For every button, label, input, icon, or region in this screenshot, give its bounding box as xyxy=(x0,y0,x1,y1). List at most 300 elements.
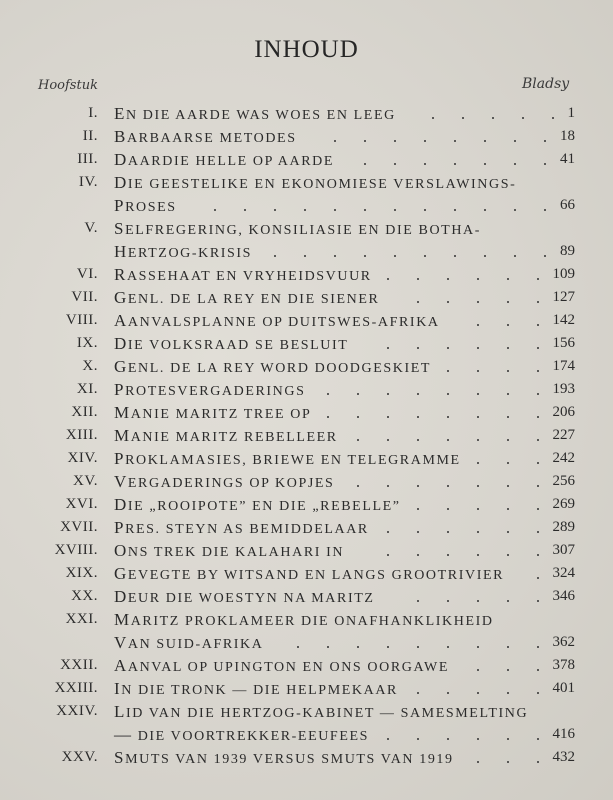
chapter-title: AANVALSPLANNE OP DUITSWES-AFRIKA xyxy=(114,311,440,330)
chapter-number: VIII. xyxy=(65,312,98,328)
leader-dot xyxy=(537,554,539,556)
leader-dot xyxy=(387,416,389,418)
leader-dot xyxy=(394,209,396,211)
leader-dot xyxy=(514,163,516,165)
leader-dots xyxy=(0,309,613,332)
chapter-number: V. xyxy=(84,220,98,236)
leader-dot xyxy=(334,140,336,142)
leader-dot xyxy=(484,209,486,211)
toc-entry-line xyxy=(0,424,613,447)
page-number: 1 xyxy=(567,105,575,121)
leader-dot xyxy=(477,738,479,740)
chapter-title: HERTZOG-KRISIS xyxy=(114,242,253,261)
leader-dot xyxy=(507,761,509,763)
leader-dot xyxy=(537,692,539,694)
chapter-title: DIE VOLKSRAAD SE BESLUIT xyxy=(114,334,349,353)
leader-dots xyxy=(0,332,613,355)
toc-entry-line xyxy=(0,723,613,746)
leader-dot xyxy=(537,324,539,326)
leader-dot xyxy=(417,393,419,395)
leader-dots xyxy=(0,654,613,677)
leader-dot xyxy=(507,738,509,740)
leader-dots xyxy=(0,723,613,746)
chapter-title: GEVEGTE BY WITSAND EN LANGS GROOTRIVIER xyxy=(114,564,505,583)
leader-dot xyxy=(477,508,479,510)
leader-dot xyxy=(537,393,539,395)
leader-dot xyxy=(394,163,396,165)
toc-entry xyxy=(0,355,613,378)
leader-dot xyxy=(537,669,539,671)
leader-dot xyxy=(537,738,539,740)
leader-dot xyxy=(364,163,366,165)
leader-dot xyxy=(447,347,449,349)
chapter-number: XXV. xyxy=(61,749,98,765)
toc-entry-line xyxy=(0,102,613,125)
leader-dots xyxy=(0,424,613,447)
leader-dot xyxy=(477,439,479,441)
leader-dot xyxy=(544,140,546,142)
page-number: 416 xyxy=(552,726,575,742)
leader-dots xyxy=(0,125,613,148)
page-number: 242 xyxy=(552,450,575,466)
chapter-number: XXIII. xyxy=(54,680,98,696)
leader-dot xyxy=(454,163,456,165)
toc-entry-line xyxy=(0,378,613,401)
leader-dot xyxy=(334,209,336,211)
leader-dot xyxy=(387,393,389,395)
leader-dots xyxy=(0,493,613,516)
toc-entry-line xyxy=(0,608,613,631)
page-column-header: Bladsy xyxy=(522,76,570,92)
chapter-number: I. xyxy=(88,105,98,121)
toc-entry xyxy=(0,654,613,677)
leader-dot xyxy=(544,255,546,257)
toc-entry-line xyxy=(0,355,613,378)
leader-dot xyxy=(447,554,449,556)
leader-dot xyxy=(417,646,419,648)
leader-dot xyxy=(394,140,396,142)
leader-dot xyxy=(387,485,389,487)
chapter-title: PROSES xyxy=(114,196,177,215)
leader-dot xyxy=(357,393,359,395)
chapter-title: MANIE MARITZ REBELLEER xyxy=(114,426,338,445)
page-number: 174 xyxy=(552,358,575,374)
toc-entry xyxy=(0,562,613,585)
chapter-number: XVI. xyxy=(65,496,98,512)
leader-dot xyxy=(297,646,299,648)
toc-entry xyxy=(0,125,613,148)
leader-dot xyxy=(507,692,509,694)
leader-dot xyxy=(357,439,359,441)
leader-dot xyxy=(507,600,509,602)
chapter-number: XII. xyxy=(71,404,98,420)
chapter-title: VERGADERINGS OP KOPJES xyxy=(114,472,335,491)
chapter-title: MARITZ PROKLAMEER DIE ONAFHANKLIKHEID xyxy=(114,610,494,629)
toc-entry xyxy=(0,516,613,539)
leader-dot xyxy=(537,370,539,372)
toc-entry-line xyxy=(0,263,613,286)
leader-dot xyxy=(424,209,426,211)
page-number: 227 xyxy=(552,427,575,443)
leader-dot xyxy=(417,508,419,510)
leader-dot xyxy=(507,462,509,464)
leader-dot xyxy=(304,255,306,257)
chapter-number: XIII. xyxy=(65,427,98,443)
leader-dot xyxy=(477,531,479,533)
toc-entry-line xyxy=(0,562,613,585)
leader-dot xyxy=(447,393,449,395)
leader-dot xyxy=(477,278,479,280)
toc-entry xyxy=(0,493,613,516)
leader-dots xyxy=(0,585,613,608)
leader-dot xyxy=(417,416,419,418)
leader-dot xyxy=(507,370,509,372)
leader-dot xyxy=(327,393,329,395)
chapter-number: XIV. xyxy=(67,450,98,466)
leader-dot xyxy=(484,255,486,257)
leader-dot xyxy=(507,439,509,441)
leader-dot xyxy=(477,393,479,395)
toc-entry xyxy=(0,585,613,608)
toc-entry-line xyxy=(0,493,613,516)
leader-dot xyxy=(447,370,449,372)
toc-entry-line xyxy=(0,677,613,700)
leader-dots xyxy=(0,562,613,585)
chapter-title: BARBAARSE METODES xyxy=(114,127,297,146)
leader-dot xyxy=(417,347,419,349)
toc-entry xyxy=(0,470,613,493)
chapter-title: SMUTS VAN 1939 VERSUS SMUTS VAN 1919 xyxy=(114,748,454,767)
leader-dot xyxy=(447,531,449,533)
toc-entry-line xyxy=(0,447,613,470)
leader-dot xyxy=(334,255,336,257)
leader-dot xyxy=(387,554,389,556)
leader-dot xyxy=(477,301,479,303)
leader-dot xyxy=(417,692,419,694)
leader-dot xyxy=(477,554,479,556)
leader-dot xyxy=(387,439,389,441)
chapter-title: AANVAL OP UPINGTON EN ONS OORGAWE xyxy=(114,656,450,675)
leader-dot xyxy=(507,485,509,487)
leader-dot xyxy=(214,209,216,211)
chapter-title: PROKLAMASIES, BRIEWE EN TELEGRAMME xyxy=(114,449,461,468)
leader-dot xyxy=(514,255,516,257)
leader-dot xyxy=(417,301,419,303)
toc-entry xyxy=(0,263,613,286)
leader-dot xyxy=(477,370,479,372)
leader-dot xyxy=(537,347,539,349)
leader-dot xyxy=(447,416,449,418)
leader-dot xyxy=(507,554,509,556)
leader-dot xyxy=(537,439,539,441)
toc-entry xyxy=(0,700,613,746)
leader-dot xyxy=(417,439,419,441)
leader-dots xyxy=(0,355,613,378)
leader-dot xyxy=(477,600,479,602)
leader-dot xyxy=(387,738,389,740)
toc-entry xyxy=(0,148,613,171)
leader-dot xyxy=(394,255,396,257)
chapter-number: XVII. xyxy=(60,519,98,535)
page-number: 66 xyxy=(560,197,575,213)
leader-dots xyxy=(0,102,613,125)
chapter-number: III. xyxy=(77,151,98,167)
leader-dot xyxy=(417,738,419,740)
chapter-number: X. xyxy=(82,358,98,374)
toc-entry-line xyxy=(0,194,613,217)
page-title: INHOUD xyxy=(254,36,359,63)
leader-dot xyxy=(454,255,456,257)
chapter-number: XIX. xyxy=(65,565,98,581)
chapter-number: II. xyxy=(82,128,98,144)
leader-dots xyxy=(0,378,613,401)
page-number: 193 xyxy=(552,381,575,397)
toc-entry-line xyxy=(0,585,613,608)
toc-entry xyxy=(0,447,613,470)
leader-dot xyxy=(507,416,509,418)
leader-dot xyxy=(424,255,426,257)
page-number: 324 xyxy=(552,565,575,581)
leader-dots xyxy=(0,539,613,562)
leader-dot xyxy=(364,209,366,211)
leader-dot xyxy=(274,255,276,257)
leader-dots xyxy=(0,746,613,769)
chapter-number: XVIII. xyxy=(54,542,98,558)
leader-dot xyxy=(447,485,449,487)
leader-dots xyxy=(0,516,613,539)
leader-dots xyxy=(0,631,613,654)
page-number: 307 xyxy=(552,542,575,558)
leader-dot xyxy=(477,324,479,326)
leader-dot xyxy=(507,669,509,671)
leader-dot xyxy=(537,278,539,280)
leader-dot xyxy=(507,646,509,648)
page-number: 206 xyxy=(552,404,575,420)
toc-entry xyxy=(0,424,613,447)
chapter-number: XI. xyxy=(76,381,98,397)
chapter-title: PROTESVERGADERINGS xyxy=(114,380,306,399)
chapter-title: GENL. DE LA REY EN DIE SIENER xyxy=(114,288,380,307)
leader-dot xyxy=(514,209,516,211)
toc-entry-line xyxy=(0,470,613,493)
leader-dot xyxy=(507,347,509,349)
chapter-title: VAN SUID-AFRIKA xyxy=(114,633,264,652)
page-number: 89 xyxy=(560,243,575,259)
chapter-title: ONS TREK DIE KALAHARI IN xyxy=(114,541,345,560)
leader-dot xyxy=(544,163,546,165)
leader-dots xyxy=(0,148,613,171)
toc-entry-line xyxy=(0,286,613,309)
leader-dot xyxy=(327,646,329,648)
leader-dot xyxy=(387,531,389,533)
page-number: 127 xyxy=(552,289,575,305)
leader-dot xyxy=(484,163,486,165)
leader-dot xyxy=(417,485,419,487)
chapter-title: PRES. STEYN AS BEMIDDELAAR xyxy=(114,518,369,537)
leader-dots xyxy=(0,263,613,286)
chapter-title: DIE GEESTELIKE EN EKONOMIESE VERSLAWINGS- xyxy=(114,173,517,192)
leader-dot xyxy=(364,255,366,257)
page-number: 256 xyxy=(552,473,575,489)
leader-dot xyxy=(447,692,449,694)
toc-entry-line xyxy=(0,746,613,769)
toc-entry-line xyxy=(0,401,613,424)
leader-dot xyxy=(522,117,524,119)
leader-dot xyxy=(387,347,389,349)
leader-dot xyxy=(507,508,509,510)
page-number: 432 xyxy=(552,749,575,765)
leader-dot xyxy=(357,416,359,418)
leader-dot xyxy=(454,209,456,211)
leader-dot xyxy=(424,140,426,142)
page-number: 401 xyxy=(552,680,575,696)
leader-dots xyxy=(0,240,613,263)
page-number: 142 xyxy=(552,312,575,328)
leader-dot xyxy=(274,209,276,211)
leader-dot xyxy=(417,554,419,556)
leader-dot xyxy=(514,140,516,142)
leader-dot xyxy=(537,301,539,303)
leader-dot xyxy=(552,117,554,119)
page-number: 289 xyxy=(552,519,575,535)
leader-dot xyxy=(447,301,449,303)
leader-dot xyxy=(447,738,449,740)
toc-entry xyxy=(0,539,613,562)
chapter-number: XXIV. xyxy=(56,703,98,719)
toc-entry-line xyxy=(0,125,613,148)
leader-dot xyxy=(417,278,419,280)
leader-dot xyxy=(492,117,494,119)
chapter-number: XXII. xyxy=(60,657,98,673)
chapter-title: DIE „ROOIPOTE” EN DIE „REBELLE” xyxy=(114,495,401,514)
chapter-number: IV. xyxy=(78,174,98,190)
leader-dot xyxy=(364,140,366,142)
leader-dot xyxy=(387,646,389,648)
page-number: 378 xyxy=(552,657,575,673)
toc-entry-line xyxy=(0,700,613,723)
leader-dot xyxy=(507,301,509,303)
chapter-number: IX. xyxy=(76,335,98,351)
leader-dot xyxy=(537,646,539,648)
toc-entry xyxy=(0,378,613,401)
leader-dots xyxy=(0,401,613,424)
toc-entry xyxy=(0,332,613,355)
leader-dot xyxy=(244,209,246,211)
leader-dot xyxy=(447,508,449,510)
page-number: 156 xyxy=(552,335,575,351)
leader-dot xyxy=(507,278,509,280)
leader-dot xyxy=(507,393,509,395)
leader-dot xyxy=(477,761,479,763)
leader-dot xyxy=(544,209,546,211)
chapter-title: SELFREGERING, KONSILIASIE EN DIE BOTHA- xyxy=(114,219,481,238)
chapter-title: GENL. DE LA REY WORD DOODGESKIET xyxy=(114,357,432,376)
leader-dot xyxy=(417,531,419,533)
toc-entry xyxy=(0,401,613,424)
chapter-number: VII. xyxy=(71,289,98,305)
chapter-title: DEUR DIE WOESTYN NA MARITZ xyxy=(114,587,375,606)
toc-entry xyxy=(0,677,613,700)
leader-dot xyxy=(537,485,539,487)
chapter-title: RASSEHAAT EN VRYHEIDSVUUR xyxy=(114,265,372,284)
page-number: 18 xyxy=(560,128,575,144)
page-number: 41 xyxy=(560,151,575,167)
leader-dot xyxy=(447,600,449,602)
leader-dot xyxy=(537,416,539,418)
leader-dot xyxy=(357,485,359,487)
leader-dot xyxy=(537,462,539,464)
leader-dot xyxy=(477,347,479,349)
leader-dots xyxy=(0,677,613,700)
chapter-number: XX. xyxy=(71,588,98,604)
leader-dot xyxy=(537,761,539,763)
chapter-title: LID VAN DIE HERTZOG-KABINET — SAMESMELTING xyxy=(114,702,529,721)
toc-entry-line xyxy=(0,631,613,654)
chapter-number: XXI. xyxy=(65,611,98,627)
leader-dot xyxy=(357,646,359,648)
toc-list xyxy=(0,102,613,769)
leader-dot xyxy=(432,117,434,119)
leader-dot xyxy=(477,462,479,464)
leader-dot xyxy=(477,416,479,418)
toc-entry xyxy=(0,309,613,332)
leader-dot xyxy=(387,278,389,280)
leader-dot xyxy=(447,646,449,648)
toc-entry xyxy=(0,102,613,125)
toc-entry xyxy=(0,608,613,654)
chapter-title: — DIE VOORTREKKER-EEUFEES xyxy=(114,725,370,744)
leader-dot xyxy=(537,508,539,510)
page-number: 269 xyxy=(552,496,575,512)
leader-dot xyxy=(477,669,479,671)
leader-dot xyxy=(484,140,486,142)
leader-dot xyxy=(537,577,539,579)
toc-entry-line xyxy=(0,240,613,263)
toc-entry xyxy=(0,217,613,263)
leader-dot xyxy=(477,485,479,487)
leader-dot xyxy=(477,646,479,648)
toc-entry-line xyxy=(0,148,613,171)
leader-dots xyxy=(0,447,613,470)
leader-dots xyxy=(0,286,613,309)
toc-entry xyxy=(0,286,613,309)
chapter-title: EN DIE AARDE WAS WOES EN LEEG xyxy=(114,104,396,123)
leader-dots xyxy=(0,194,613,217)
page-number: 346 xyxy=(552,588,575,604)
toc-entry-line xyxy=(0,332,613,355)
leader-dot xyxy=(447,278,449,280)
toc-entry xyxy=(0,746,613,769)
toc-entry-line xyxy=(0,171,613,194)
leader-dot xyxy=(507,531,509,533)
toc-entry-line xyxy=(0,539,613,562)
toc-entry-line xyxy=(0,217,613,240)
toc-entry-line xyxy=(0,516,613,539)
leader-dot xyxy=(477,692,479,694)
leader-dots xyxy=(0,470,613,493)
page-number: 362 xyxy=(552,634,575,650)
toc-entry xyxy=(0,171,613,217)
leader-dot xyxy=(447,439,449,441)
chapter-number: XV. xyxy=(73,473,98,489)
leader-dot xyxy=(417,600,419,602)
toc-entry-line xyxy=(0,654,613,677)
leader-dot xyxy=(424,163,426,165)
chapter-title: IN DIE TRONK — DIE HELPMEKAAR xyxy=(114,679,398,698)
chapter-title: MANIE MARITZ TREE OP xyxy=(114,403,312,422)
leader-dot xyxy=(537,531,539,533)
page-number: 109 xyxy=(552,266,575,282)
